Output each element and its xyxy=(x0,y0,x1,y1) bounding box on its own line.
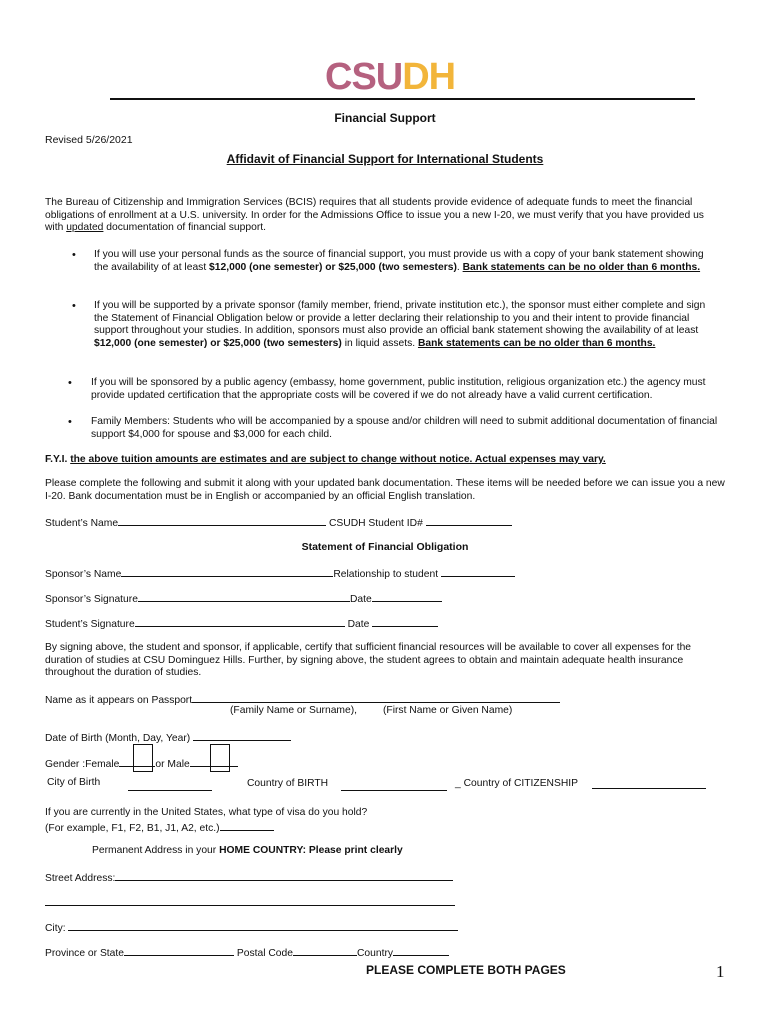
city-row xyxy=(45,920,458,934)
gender-male-label: or Male xyxy=(155,759,190,770)
intro-text-1: The Bureau of Citizenship and Immigration Services (BCIS) requires that all students provide evidence of adequate funds to meet the financial obligations of enrollment at a U.S. university. In order for the Admissions Office to issue you a new I-20, we must verify that you have provided us with xyxy=(45,197,704,233)
logo-part-csu: CSU xyxy=(325,56,403,98)
certification-paragraph: By signing above, the student and sponsor, if applicable, certify that sufficient financial resources will be available to cover all expenses for the duration of studies at CSU Dominguez Hills. Further, by signing above, the student agrees to obtain and maintain adequate health insurance throughout the duration of studies. xyxy=(45,642,692,678)
sponsor-date-label: Date xyxy=(349,594,372,605)
student-name-label: Student’s Name xyxy=(45,518,119,529)
sponsor-signature-label: Sponsor’s Signature xyxy=(45,594,138,605)
city-field[interactable] xyxy=(68,920,458,931)
sponsor-date-field[interactable] xyxy=(372,591,442,602)
page-number: 1 xyxy=(716,962,725,981)
family-name-caption: (Family Name or Surname), xyxy=(230,705,358,716)
bullet-dot: • xyxy=(68,377,72,389)
sponsor-name-row xyxy=(45,566,515,580)
passport-name-label: Name as it appears on Passport xyxy=(45,695,193,706)
visa-type-field[interactable] xyxy=(220,820,274,831)
statement-title: Statement of Financial Obligation xyxy=(301,541,469,553)
dob-field[interactable] xyxy=(193,730,291,741)
perm-address-prefix: Permanent Address in your xyxy=(92,845,220,856)
b1-note: Bank statements can be no older than 6 months. xyxy=(462,261,701,273)
sponsor-signature-field[interactable] xyxy=(138,591,350,602)
student-signature-row xyxy=(45,616,438,630)
province-postal-country-row xyxy=(45,945,449,959)
postal-code-field[interactable] xyxy=(293,945,357,956)
city-of-birth-field[interactable] xyxy=(128,790,212,791)
country-of-citizenship-label: Country of CITIZENSHIP xyxy=(463,778,579,789)
complete-both-pages-note: PLEASE COMPLETE BOTH PAGES xyxy=(366,963,566,977)
bullet-dot: • xyxy=(72,300,76,312)
intro-paragraph xyxy=(45,197,725,235)
intro-text-2: documentation of financial support. xyxy=(103,222,266,233)
female-checkbox[interactable] xyxy=(133,744,153,772)
student-date-field[interactable] xyxy=(372,616,438,627)
bullet-personal-funds xyxy=(94,249,720,274)
dob-label: Date of Birth (Month, Day, Year) xyxy=(45,733,191,744)
b1-amounts: $12,000 (one semester) or $25,000 (two semesters) xyxy=(209,261,457,273)
relationship-label: Relationship to student xyxy=(333,569,439,580)
bullet-private-sponsor xyxy=(94,300,720,350)
city-label: City: xyxy=(45,923,66,934)
country-of-citizenship-field[interactable] xyxy=(592,788,706,789)
bullet-dot: • xyxy=(68,416,72,428)
student-name-field[interactable] xyxy=(118,515,326,526)
country-of-citizenship-row: _ Country of CITIZENSHIP xyxy=(455,778,579,789)
male-checkbox[interactable] xyxy=(210,744,230,772)
gender-female-label: Gender :Female xyxy=(45,759,120,770)
street-address-row xyxy=(45,870,453,884)
student-date-label: Date xyxy=(347,619,370,630)
b2-note: Bank statements can be no older than 6 months. xyxy=(417,337,656,349)
bullet-dot: • xyxy=(72,249,76,261)
intro-updated: updated xyxy=(66,222,104,233)
passport-name-field[interactable] xyxy=(192,692,560,703)
fyi-label: F.Y.I. xyxy=(45,454,71,465)
bullet-family-members: Family Members: Students who will be accompanied by a spouse and/or children will need to submit additional documentation of financial support $4,000 for spouse and $3,000 for each child. xyxy=(91,416,718,440)
csudh-logo xyxy=(325,58,455,96)
revised-date: Revised 5/26/2021 xyxy=(45,134,133,146)
b1-tail: . xyxy=(456,261,463,273)
student-id-label: CSUDH Student ID# xyxy=(328,518,423,529)
street-address-field[interactable] xyxy=(115,870,453,881)
page-title: Financial Support xyxy=(334,111,436,125)
fyi-note xyxy=(45,454,725,467)
postal-code-label: Postal Code xyxy=(236,948,293,959)
country-field[interactable] xyxy=(393,945,449,956)
student-signature-field[interactable] xyxy=(135,616,345,627)
instructions-paragraph: Please complete the following and submit it along with your updated bank documentation. These items will be needed before we can issue you a new I-20. Bank documentation must be in English or accompanied by an official English translation. xyxy=(45,478,725,502)
first-name-caption: (First Name or Given Name) xyxy=(383,705,513,716)
province-field[interactable] xyxy=(124,945,234,956)
visa-example-row xyxy=(45,820,274,834)
sponsor-name-field[interactable] xyxy=(121,566,333,577)
b2-amounts: $12,000 (one semester) or $25,000 (two semesters) xyxy=(94,337,342,349)
street-address-label: Street Address: xyxy=(45,873,116,884)
city-of-birth-label: City of Birth xyxy=(47,777,101,788)
b2-text: If you will be supported by a private sponsor (family member, friend, private institution etc.), the sponsor must either complete and sign the Statement of Financial Obligation below or provide a letter declaring their relationship to you and their intent to provide financial support throughout your studies. In addition, sponsors must also provide an official bank statement showing the availability of at least xyxy=(94,300,706,336)
logo-part-dh: DH xyxy=(402,56,456,98)
street-address-line-2[interactable] xyxy=(45,905,455,906)
affidavit-title: Affidavit of Financial Support for International Students xyxy=(226,152,544,166)
b2-tail: in liquid assets. xyxy=(341,337,418,349)
header-rule xyxy=(110,98,695,100)
visa-question: If you are currently in the United States, what type of visa do you hold? xyxy=(45,807,368,818)
country-of-birth-field[interactable] xyxy=(341,790,447,791)
permanent-address-heading xyxy=(92,845,403,856)
country-label: Country xyxy=(356,948,394,959)
visa-example-label: (For example, F1, F2, B1, J1, A2, etc.) xyxy=(45,823,220,834)
perm-address-bold: HOME COUNTRY: Please print clearly xyxy=(219,845,403,856)
student-name-row xyxy=(45,515,512,529)
fyi-text: the above tuition amounts are estimates and are subject to change without notice. Actual expenses may vary. xyxy=(70,454,606,465)
student-signature-label: Student’s Signature xyxy=(45,619,135,630)
relationship-field[interactable] xyxy=(441,566,515,577)
passport-name-row xyxy=(45,692,560,706)
sponsor-name-label: Sponsor’s Name xyxy=(45,569,122,580)
bullet-public-agency: If you will be sponsored by a public agency (embassy, home government, public institution, religious organization etc.) the agency must provide updated certification that the appropriate costs will be covered if we do not already have a valid current certification. xyxy=(91,377,706,401)
dob-row xyxy=(45,730,291,744)
sponsor-signature-row xyxy=(45,591,442,605)
country-of-birth-label: Country of BIRTH xyxy=(247,778,329,789)
b1-text: If you will use your personal funds as the source of financial support, you must provide us with a copy of your bank statement showing the availability of at least xyxy=(94,249,704,273)
province-label: Province or State xyxy=(45,948,124,959)
student-id-field[interactable] xyxy=(426,515,512,526)
